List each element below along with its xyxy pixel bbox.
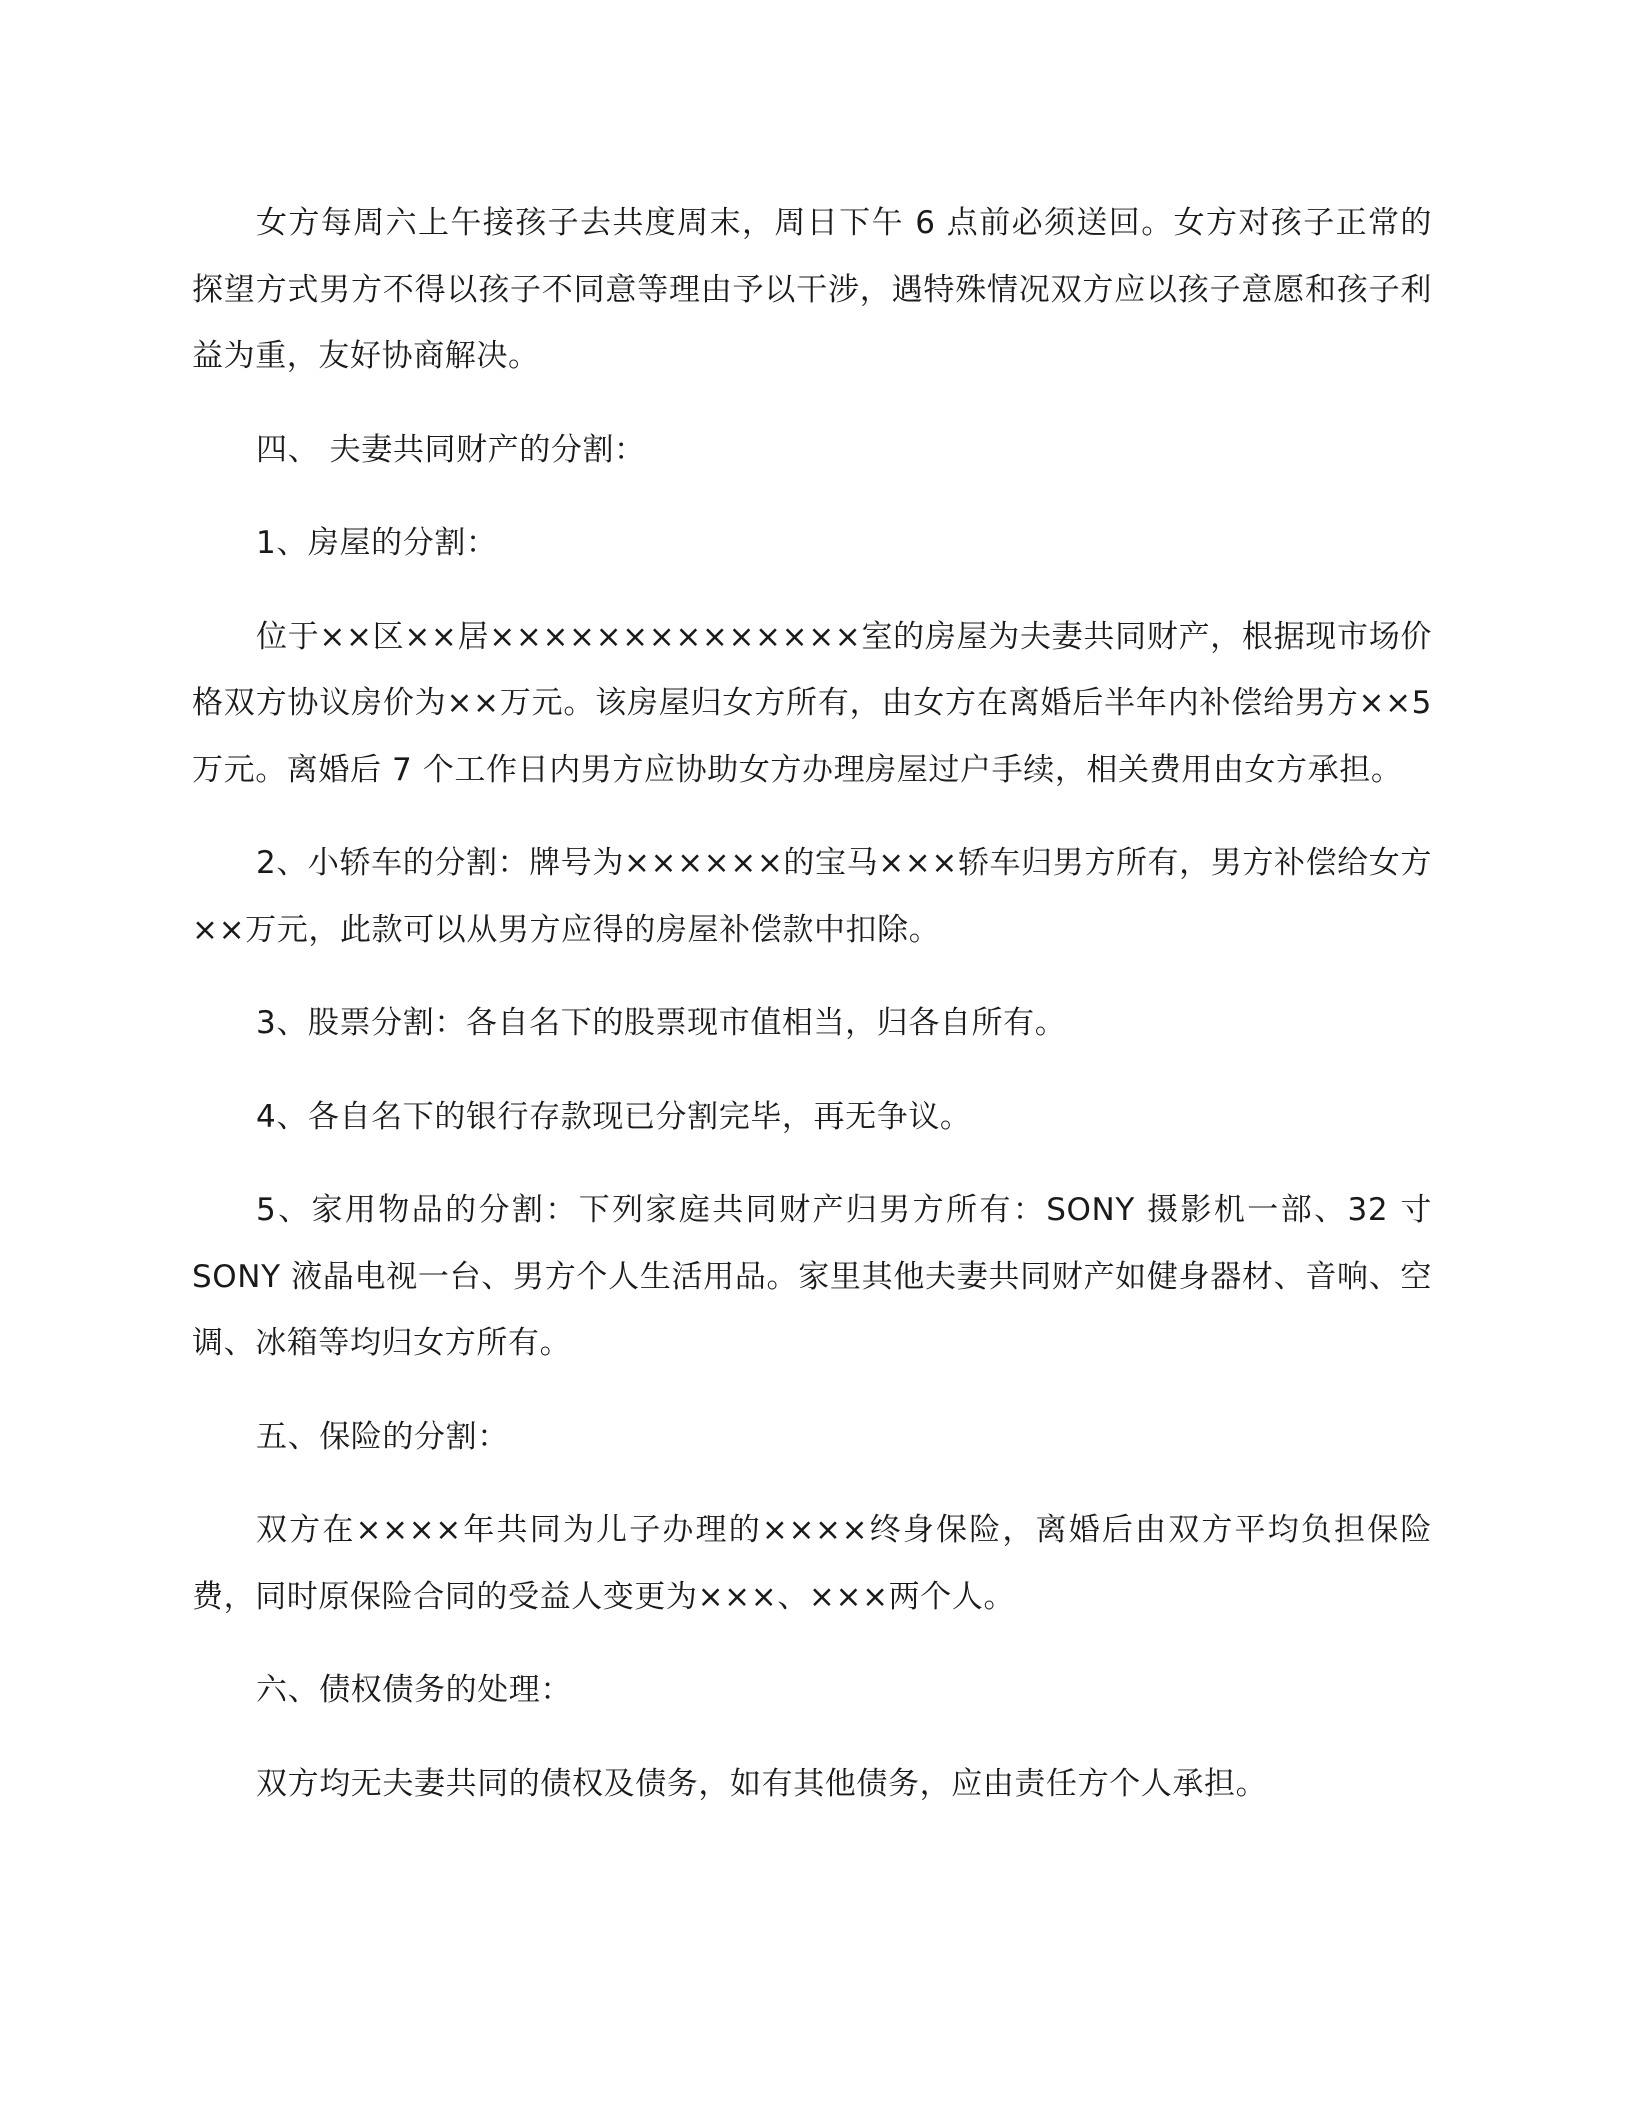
- paragraph-gap: [192, 577, 1432, 604]
- section-heading-debts: 六、债权债务的处理：: [256, 1672, 572, 1708]
- debts-paragraph: 双方均无夫妻共同的债权及债务，如有其他债务，应由责任方个人承担。: [256, 1765, 1268, 1802]
- paragraph-gap: [192, 1057, 1432, 1084]
- paragraph-gap: [192, 963, 1432, 990]
- household-items-paragraph: 5、家用物品的分割：下列家庭共同财产归男方所有：SONY 摄影机一部、32 寸SONY 液晶电视一台、男方个人生活用品。家里其他夫妻共同财产如健身器材、音响、空调、冰箱等均归女方所有。: [192, 1192, 1432, 1361]
- section-heading-property: 四、 夫妻共同财产的分割：: [256, 431, 646, 468]
- paragraph-gap: [192, 483, 1432, 510]
- paragraph-gap: [192, 1150, 1432, 1177]
- car-paragraph: 2、小轿车的分割：牌号为××××××的宝马×××轿车归男方所有，男方补偿给女方××万元，此款可以从男方应得的房屋补偿款中扣除。: [192, 845, 1432, 948]
- section-heading-insurance: 五、保险的分割：: [256, 1418, 509, 1455]
- paragraph-gap: [192, 1377, 1432, 1404]
- insurance-paragraph: 双方在××××年共同为儿子办理的××××终身保险，离婚后由双方平均负担保险费，同时原保险合同的受益人变更为×××、×××两个人。: [192, 1512, 1432, 1615]
- house-paragraph: 位于××区××居××××××××××××××室的房屋为夫妻共同财产，根据现市场价格双方协议房价为××万元。该房屋归女方所有，由女方在离婚后半年内补偿给男方××5 万元。离婚后 7 个工作日内男方应协助女方办理房屋过户手续，相关费用由女方承担。: [192, 618, 1432, 788]
- bank-deposit-paragraph: 4、各自名下的银行存款现已分割完毕，再无争议。: [256, 1098, 972, 1135]
- document-page: [192, 190, 1432, 1817]
- visitation-paragraph: 女方每周六上午接孩子去共度周末，周日下午 6 点前必须送回。女方对孩子正常的探望方式男方不得以孩子不同意等理由予以干涉，遇特殊情况双方应以孩子意愿和孩子利益为重，友好协商解决。: [192, 205, 1432, 374]
- paragraph-gap: [192, 1724, 1432, 1751]
- paragraph-gap: [192, 1470, 1432, 1497]
- subheading-house: 1、房屋的分割：: [256, 525, 498, 561]
- stock-paragraph: 3、股票分割：各自名下的股票现市值相当，归各自所有。: [256, 1005, 1067, 1041]
- paragraph-gap: [192, 1630, 1432, 1657]
- paragraph-gap: [192, 803, 1432, 830]
- paragraph-gap: [192, 390, 1432, 417]
